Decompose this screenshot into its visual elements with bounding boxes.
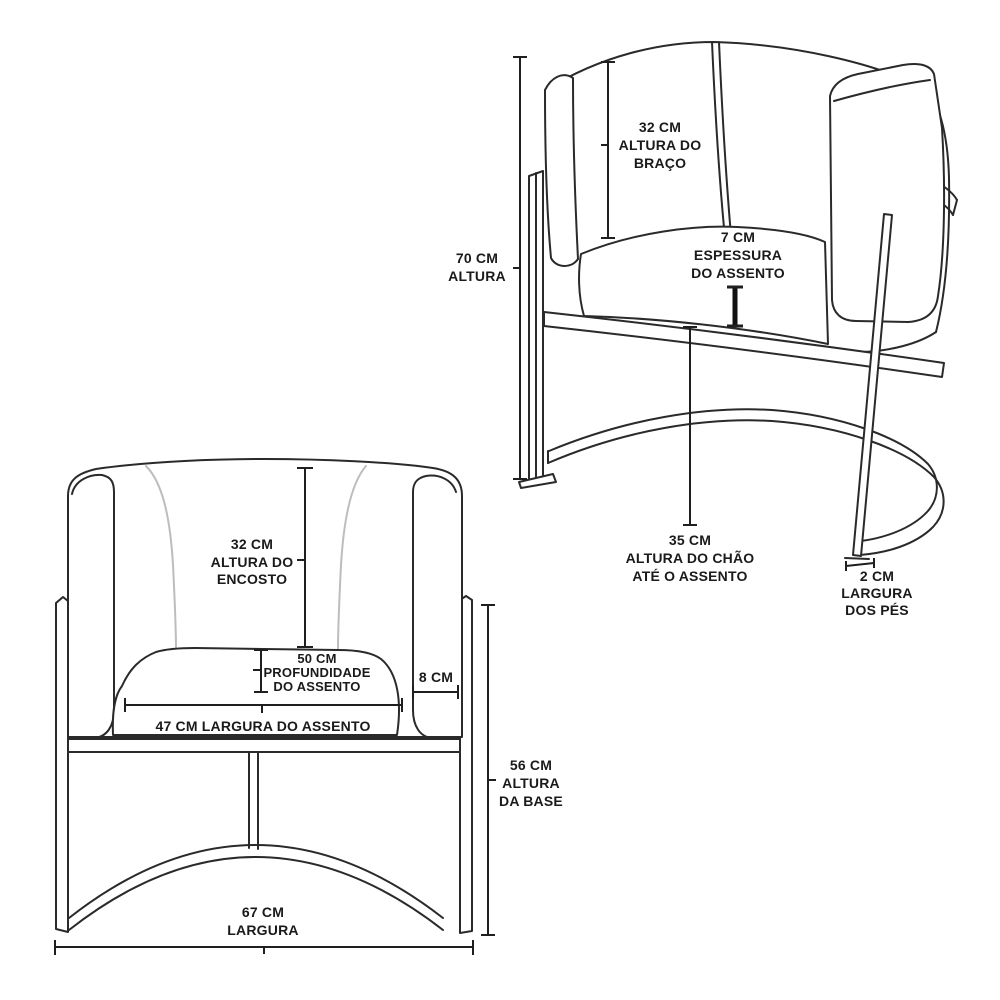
label-largura-assento: 47 CM LARGURA DO ASSENTO [155, 718, 371, 734]
label-altura-braco-text2: BRAÇO [633, 155, 687, 171]
label-espessura-value: 7 CM [720, 229, 756, 245]
label-encosto-text1: ALTURA DO [210, 554, 294, 570]
label-altura-braco-value: 32 CM [638, 119, 682, 135]
label-altura-braco-text1: ALTURA DO [618, 137, 702, 153]
right-arm-perspective [830, 64, 944, 322]
label-largura-braco: 8 CM [418, 669, 454, 685]
label-espessura-text1: ESPESSURA [693, 247, 783, 263]
label-pes-value: 2 CM [859, 568, 895, 584]
front-chair-view [55, 459, 563, 955]
right-foot [845, 558, 869, 559]
label-espessura-text2: DO ASSENTO [691, 265, 785, 281]
seat-rail-front [68, 739, 460, 752]
dim-altura-braco [601, 62, 701, 238]
label-base-text2: DA BASE [499, 793, 563, 809]
left-post-front [56, 597, 68, 932]
label-chao-value: 35 CM [668, 532, 712, 548]
label-base-text1: ALTURA [502, 775, 560, 791]
dim-altura-total [448, 57, 527, 479]
label-profundidade-text2: DO ASSENTO [273, 679, 361, 694]
label-altura-total-value: 70 CM [455, 250, 499, 266]
label-profundidade-value: 50 CM [297, 651, 337, 666]
center-post-front [249, 752, 258, 849]
dim-altura-chao-assento [626, 327, 755, 584]
label-encosto-value: 32 CM [230, 536, 274, 552]
label-largura-total-text: LARGURA [227, 922, 299, 938]
dim-altura-base [481, 605, 563, 935]
dim-largura-pes [841, 558, 912, 618]
label-encosto-text2: ENCOSTO [216, 571, 288, 587]
label-altura-total-text: ALTURA [448, 268, 506, 284]
label-base-value: 56 CM [509, 757, 553, 773]
perspective-chair-view [448, 42, 957, 618]
label-pes-text2: DOS PÉS [845, 602, 909, 618]
label-largura-total-value: 67 CM [241, 904, 285, 920]
label-chao-text2: ATÉ O ASSENTO [632, 568, 748, 584]
label-profundidade-text1: PROFUNDIDADE [263, 665, 371, 680]
label-chao-text1: ALTURA DO CHÃO [625, 550, 755, 566]
left-arm-perspective [545, 75, 578, 266]
label-pes-text1: LARGURA [841, 585, 913, 601]
dim-largura-total [55, 904, 473, 955]
